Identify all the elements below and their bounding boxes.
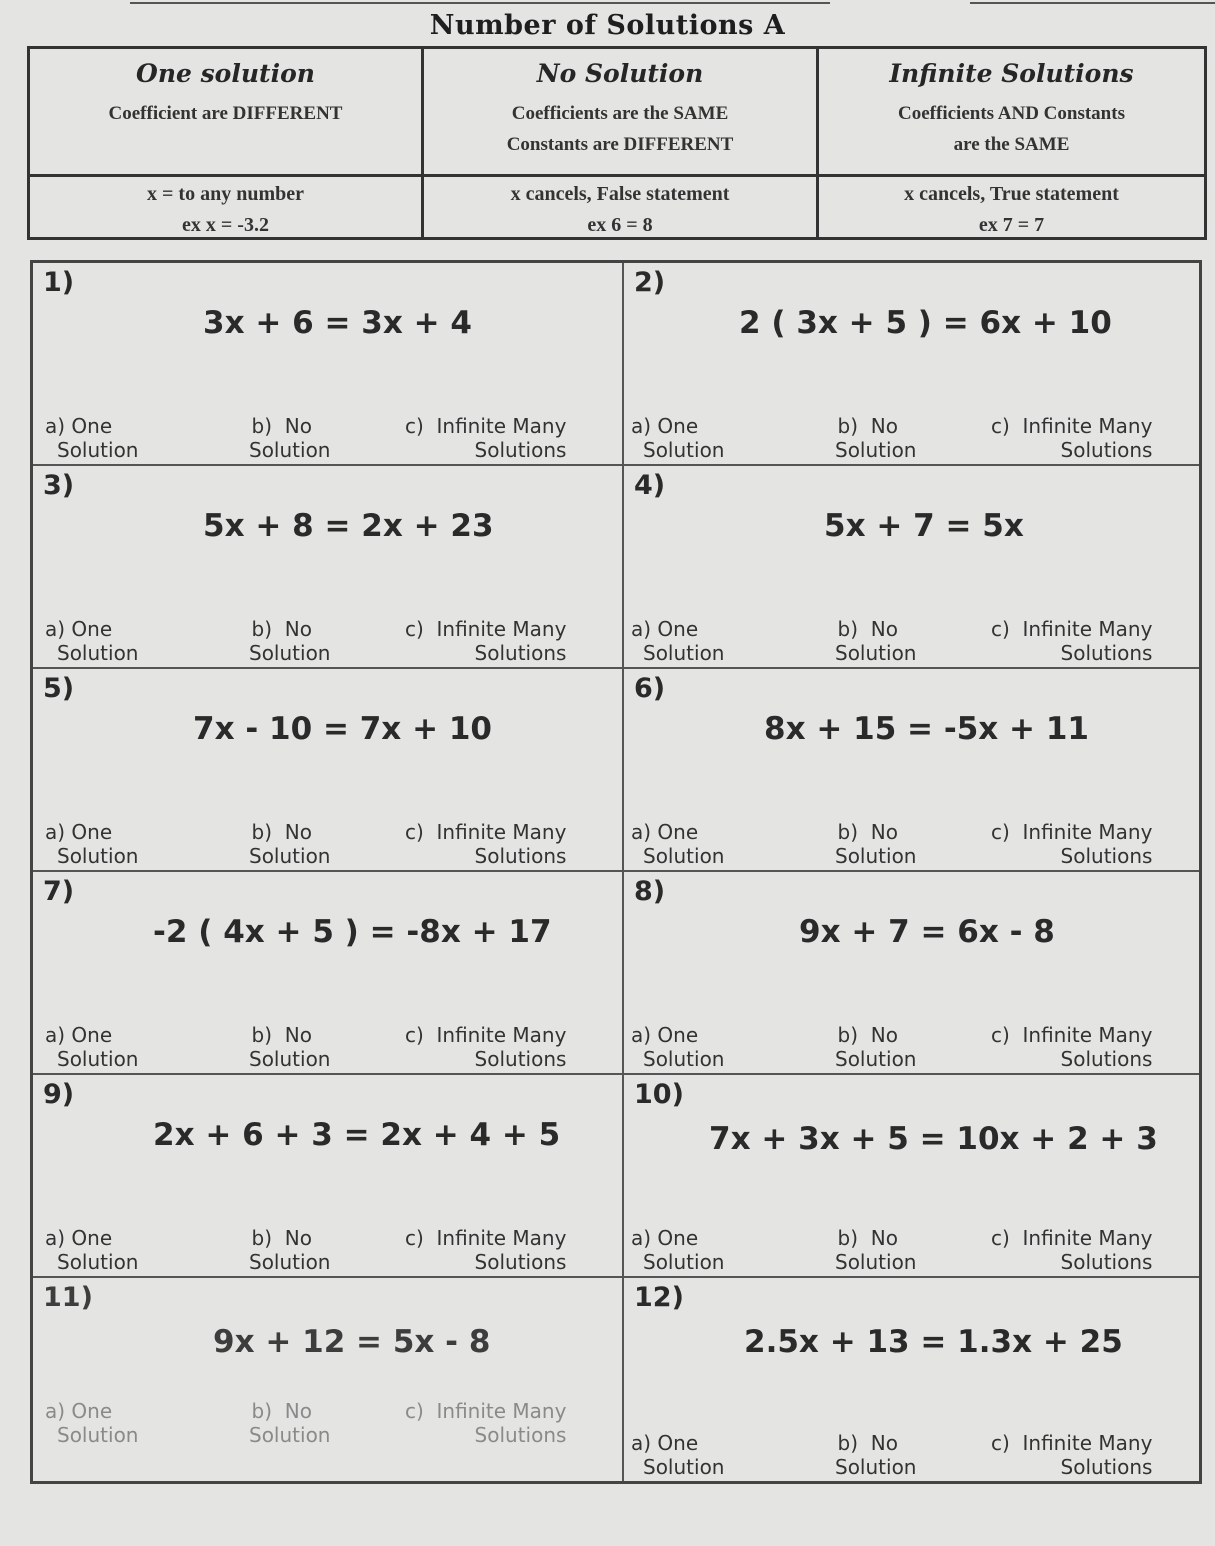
- option-label: Solution: [643, 1455, 725, 1479]
- option-a[interactable]: [45, 1226, 138, 1274]
- option-a[interactable]: [631, 1431, 724, 1479]
- option-label: Solution: [57, 438, 139, 462]
- option-c[interactable]: [405, 1399, 566, 1447]
- option-label: Solution: [835, 438, 917, 462]
- problem-number: 5): [43, 673, 75, 704]
- problem-equation: 8x + 15 = -5x + 11: [764, 711, 1089, 747]
- ref-rule: x cancels, False statement: [510, 183, 730, 205]
- option-label: a) One: [631, 1431, 699, 1455]
- option-label: Solutions: [474, 844, 567, 868]
- option-label: Solution: [57, 641, 139, 665]
- option-label: Solution: [249, 844, 331, 868]
- option-label: c) Infinite Many: [991, 1226, 1153, 1250]
- option-label: c) Infinite Many: [991, 820, 1153, 844]
- option-label: Solution: [249, 641, 331, 665]
- problem-number: 4): [634, 470, 666, 501]
- option-c[interactable]: [405, 617, 566, 665]
- option-label: Solutions: [1060, 1455, 1153, 1479]
- problem-equation: 9x + 7 = 6x - 8: [799, 914, 1055, 950]
- problem-5: [33, 669, 624, 872]
- option-a[interactable]: [45, 1399, 138, 1447]
- option-c[interactable]: [991, 414, 1152, 462]
- option-label: b) No: [837, 1023, 898, 1047]
- option-label: Solutions: [474, 641, 567, 665]
- option-label: Solution: [57, 1250, 139, 1274]
- problem-equation: 3x + 6 = 3x + 4: [203, 305, 472, 341]
- problem-equation: 7x - 10 = 7x + 10: [193, 711, 492, 747]
- problem-equation: 5x + 7 = 5x: [824, 508, 1024, 544]
- problem-equation: 5x + 8 = 2x + 23: [203, 508, 494, 544]
- problem-number: 7): [43, 876, 75, 907]
- option-label: b) No: [251, 1399, 312, 1423]
- problem-number: 1): [43, 267, 75, 298]
- ref-desc-line: Coefficients are the SAME: [511, 103, 729, 124]
- problem-equation: 9x + 12 = 5x - 8: [213, 1324, 491, 1360]
- option-label: Solution: [57, 1423, 139, 1447]
- option-a[interactable]: [631, 820, 724, 868]
- option-b[interactable]: [233, 820, 330, 868]
- ref-rule: x cancels, True statement: [904, 183, 1119, 205]
- option-label: c) Infinite Many: [405, 617, 567, 641]
- option-label: b) No: [251, 1023, 312, 1047]
- problem-number: 12): [634, 1282, 684, 1313]
- problem-11: [33, 1278, 624, 1481]
- problem-number: 3): [43, 470, 75, 501]
- problem-number: 11): [43, 1282, 93, 1313]
- problem-4: [624, 466, 1199, 669]
- option-c[interactable]: [991, 820, 1152, 868]
- option-label: Solution: [643, 844, 725, 868]
- option-label: c) Infinite Many: [405, 414, 567, 438]
- ref-rule: x = to any number: [147, 183, 304, 205]
- problem-number: 10): [634, 1079, 684, 1110]
- problem-3: [33, 466, 624, 669]
- ref-desc-line: Coefficients AND Constants: [898, 103, 1125, 124]
- option-b[interactable]: [819, 1226, 916, 1274]
- option-b[interactable]: [233, 414, 330, 462]
- option-label: Solutions: [474, 1423, 567, 1447]
- option-label: a) One: [45, 820, 113, 844]
- option-label: c) Infinite Many: [405, 820, 567, 844]
- problem-10: [624, 1075, 1199, 1278]
- option-a[interactable]: [45, 820, 138, 868]
- problem-12: [624, 1278, 1199, 1481]
- option-label: a) One: [45, 1023, 113, 1047]
- problem-equation: 2x + 6 + 3 = 2x + 4 + 5: [153, 1117, 561, 1153]
- problem-number: 9): [43, 1079, 75, 1110]
- option-b[interactable]: [233, 1226, 330, 1274]
- option-b[interactable]: [819, 1023, 916, 1071]
- option-c[interactable]: [991, 1226, 1152, 1274]
- option-b[interactable]: [233, 1023, 330, 1071]
- problem-8: [624, 872, 1199, 1075]
- option-a[interactable]: [631, 1226, 724, 1274]
- option-label: Solution: [835, 1455, 917, 1479]
- option-c[interactable]: [405, 1226, 566, 1274]
- problem-6: [624, 669, 1199, 872]
- option-label: c) Infinite Many: [991, 617, 1153, 641]
- problem-equation: 2.5x + 13 = 1.3x + 25: [744, 1324, 1123, 1360]
- option-label: a) One: [45, 1226, 113, 1250]
- option-label: a) One: [631, 1226, 699, 1250]
- option-label: c) Infinite Many: [991, 1431, 1153, 1455]
- option-a[interactable]: [45, 1023, 138, 1071]
- ref-example: ex 7 = 7: [978, 214, 1045, 236]
- worksheet-title: Number of Solutions A: [429, 10, 786, 41]
- option-c[interactable]: [405, 820, 566, 868]
- problem-equation: -2 ( 4x + 5 ) = -8x + 17: [153, 914, 552, 950]
- option-label: b) No: [837, 414, 898, 438]
- option-label: b) No: [837, 1226, 898, 1250]
- option-label: c) Infinite Many: [991, 414, 1153, 438]
- option-b[interactable]: [233, 617, 330, 665]
- problem-equation: 2 ( 3x + 5 ) = 6x + 10: [739, 305, 1112, 341]
- option-label: Solutions: [474, 438, 567, 462]
- ref-example: ex 6 = 8: [587, 214, 653, 236]
- option-label: Solution: [57, 844, 139, 868]
- option-label: Solution: [835, 1250, 917, 1274]
- option-label: Solutions: [1060, 438, 1153, 462]
- option-label: c) Infinite Many: [991, 1023, 1153, 1047]
- option-c[interactable]: [991, 617, 1152, 665]
- option-label: Solution: [57, 1047, 139, 1071]
- option-a[interactable]: [45, 414, 138, 462]
- ref-desc-line: Constants are DIFFERENT: [506, 134, 734, 155]
- ref-one-solution: [30, 49, 424, 177]
- ref-heading: No Solution: [536, 59, 704, 88]
- option-label: a) One: [631, 617, 699, 641]
- option-label: Solution: [643, 1250, 725, 1274]
- option-label: c) Infinite Many: [405, 1023, 567, 1047]
- option-b[interactable]: [819, 414, 916, 462]
- ref-desc: [819, 98, 1204, 160]
- problem-number: 2): [634, 267, 666, 298]
- option-a[interactable]: [45, 617, 138, 665]
- option-a[interactable]: [631, 617, 724, 665]
- option-label: a) One: [45, 414, 113, 438]
- option-c[interactable]: [405, 1023, 566, 1071]
- option-label: a) One: [45, 617, 113, 641]
- problem-number: 8): [634, 876, 666, 907]
- option-label: Solution: [835, 844, 917, 868]
- option-b[interactable]: [819, 617, 916, 665]
- option-label: Solutions: [1060, 641, 1153, 665]
- option-label: Solution: [643, 641, 725, 665]
- option-label: Solution: [835, 641, 917, 665]
- option-label: Solutions: [1060, 844, 1153, 868]
- ref-infinite-solutions: [819, 49, 1204, 177]
- option-label: b) No: [251, 617, 312, 641]
- ref-heading: One solution: [136, 59, 315, 88]
- ref-example: ex x = -3.2: [182, 214, 269, 236]
- option-c[interactable]: [991, 1023, 1152, 1071]
- option-a[interactable]: [631, 414, 724, 462]
- problem-grid: [30, 260, 1202, 1484]
- problem-equation: 7x + 3x + 5 = 10x + 2 + 3: [709, 1121, 1158, 1157]
- option-label: Solutions: [474, 1047, 567, 1071]
- problem-2: [624, 263, 1199, 466]
- ref-heading: Infinite Solutions: [889, 59, 1134, 88]
- option-label: b) No: [251, 1226, 312, 1250]
- option-label: Solutions: [1060, 1047, 1153, 1071]
- ref-rule-none: [424, 177, 819, 239]
- option-label: b) No: [251, 414, 312, 438]
- option-label: Solution: [249, 1047, 331, 1071]
- option-label: c) Infinite Many: [405, 1226, 567, 1250]
- option-c[interactable]: [405, 414, 566, 462]
- option-label: b) No: [837, 1431, 898, 1455]
- option-label: a) One: [45, 1399, 113, 1423]
- name-date-lines: [40, 0, 1195, 6]
- problem-7: [33, 872, 624, 1075]
- option-label: a) One: [631, 414, 699, 438]
- option-label: b) No: [837, 820, 898, 844]
- option-label: Solution: [835, 1047, 917, 1071]
- option-label: Solution: [249, 438, 331, 462]
- option-b[interactable]: [819, 820, 916, 868]
- option-a[interactable]: [631, 1023, 724, 1071]
- ref-rule-infinite: [819, 177, 1204, 239]
- option-label: b) No: [251, 820, 312, 844]
- option-label: Solutions: [1060, 1250, 1153, 1274]
- option-b[interactable]: [819, 1431, 916, 1479]
- ref-no-solution: [424, 49, 819, 177]
- option-label: a) One: [631, 820, 699, 844]
- option-label: a) One: [631, 1023, 699, 1047]
- option-b[interactable]: [233, 1399, 330, 1447]
- problem-number: 6): [634, 673, 666, 704]
- option-c[interactable]: [991, 1431, 1152, 1479]
- option-label: Solution: [643, 438, 725, 462]
- option-label: b) No: [837, 617, 898, 641]
- option-label: c) Infinite Many: [405, 1399, 567, 1423]
- option-label: Solutions: [474, 1250, 567, 1274]
- option-label: Solution: [249, 1423, 331, 1447]
- ref-rule-one: [30, 177, 424, 239]
- reference-table: [27, 46, 1207, 240]
- problem-1: [33, 263, 624, 466]
- option-label: Solution: [249, 1250, 331, 1274]
- ref-desc-line: are the SAME: [953, 134, 1070, 155]
- option-label: Solution: [643, 1047, 725, 1071]
- ref-desc: Coefficient are DIFFERENT: [108, 103, 343, 124]
- problem-9: [33, 1075, 624, 1278]
- ref-desc: [424, 98, 816, 160]
